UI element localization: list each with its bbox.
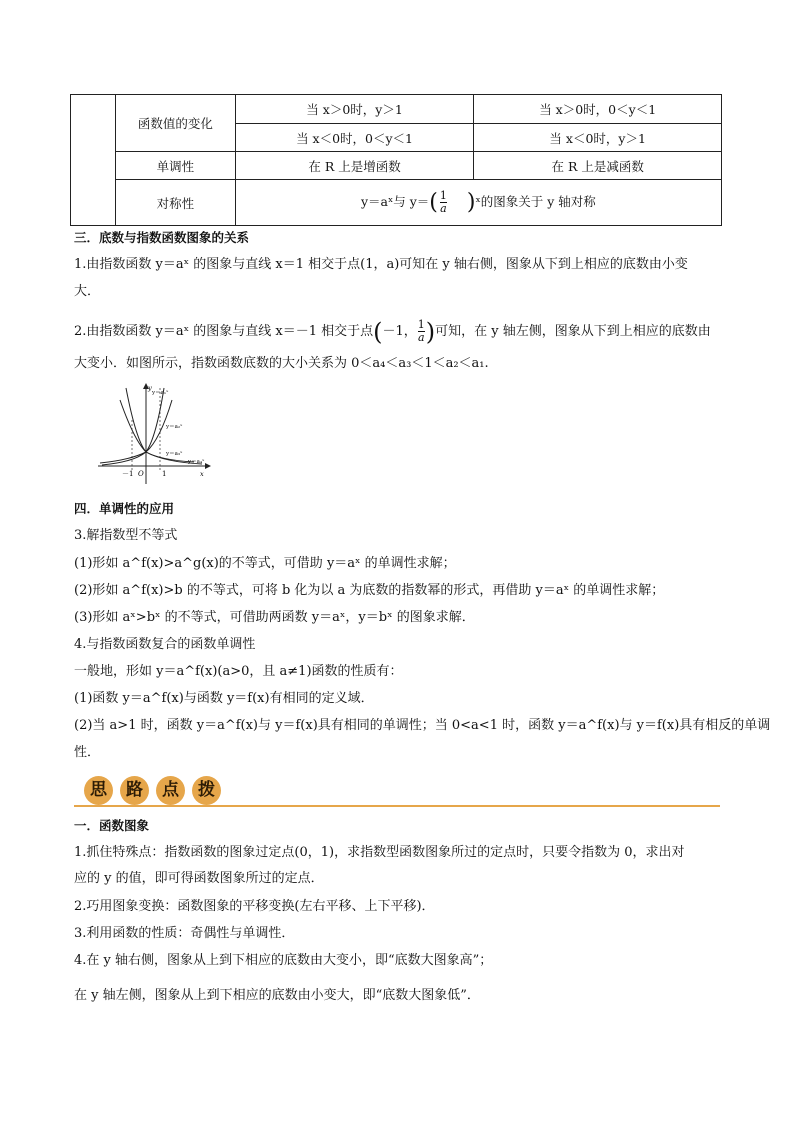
s3-p2-frac-den: a [418,331,425,344]
symmetry-label: 对称性 [115,180,235,226]
s3-p2-line1: 2.由指数函数 y＝aˣ 的图象与直线 x＝－1 相交于点(－1， $\frac{1}{a}$ )可知，在 y 轴左侧，图象从下到上相应的底数由 [74,317,711,346]
s4-s1: (1)形如 a^f(x)>a^g(x)的不等式，可借助 y＝aˣ 的单调性求解； [74,556,456,571]
value-change-label: 函数值的变化 [115,95,235,152]
s3-p2-pre: 2.由指数函数 y＝aˣ 的图象与直线 x＝－1 相交于点 [74,324,374,339]
s3-p2-point-x: －1， [382,324,417,339]
dec-value-negative: 当 x＜0时，y＞1 [474,124,722,152]
ideas-section-title: 一．函数图象 [74,818,150,833]
inc-value-positive: 当 x＞0时，y＞1 [235,95,474,124]
curve-a1 [102,388,164,465]
s4-g2-line1: (2)当 a>1 时，函数 y＝a^f(x)与 y＝f(x)具有相同的单调性；当 0<a<1 时，函数 y＝a^f(x)与 y＝f(x)具有相反的单调 [74,718,771,733]
s3-p2-frac-num: 1 [417,318,425,331]
s3-p1-line2: 大． [74,284,101,299]
ideas-p3: 3.利用函数的性质：奇偶性与单调性． [74,926,295,941]
ideas-p2: 2.巧用图象变换：函数图象的平移变换(左右平移、上下平移)． [74,899,435,914]
banner-char-2: 路 [120,776,149,805]
symmetry-statement: y＝aˣ与 y＝( $\frac{1}{a}$ )ˣ的图象关于 y 轴对称 [235,180,721,226]
symmetry-pre: y＝aˣ与 y＝ [360,194,430,209]
ideas-p1-line1: 1.抓住特殊点：指数函数的图象过定点(0，1)，求指数型函数图象所过的定点时，只要令指数为 0，求出对 [74,845,685,860]
monotonicity-increasing: 在 R 上是增函数 [235,152,474,180]
label-curve-a3: y＝a₃ˣ [166,451,183,457]
label-one: 1 [162,470,167,478]
banner-char-3: 点 [156,776,185,805]
properties-table [70,94,722,226]
monotonicity-label: 单调性 [115,152,235,180]
banner-underline [74,805,720,807]
inc-value-negative: 当 x＜0时，0＜y＜1 [235,124,474,152]
dec-value-positive: 当 x＞0时，0＜y＜1 [474,95,722,124]
s4-item4: 4.与指数函数复合的函数单调性 [74,637,256,652]
ideas-p1-line2: 应的 y 的值，即可得函数图象所过的定点． [74,871,324,886]
label-neg-one: －1 [122,470,134,478]
s3-p2-line2: 大变小．如图所示，指数函数底数的大小关系为 0＜a₄＜a₃＜1＜a₂＜a₁. [74,356,489,371]
label-y-axis: y [148,384,152,392]
symmetry-post: ˣ的图象关于 y 轴对称 [475,194,596,209]
s4-g1: (1)函数 y＝a^f(x)与函数 y＝f(x)有相同的定义域． [74,691,374,706]
empty-merged-cell [71,95,116,226]
s4-item3: 3.解指数型不等式 [74,528,178,543]
ideas-p5: 在 y 轴左侧，图象从上到下相应的底数由小变大，即“底数大图象低”． [74,988,480,1003]
curve-a4 [126,388,202,464]
label-curve-a1: y＝a₁ˣ [152,390,169,396]
label-x-axis: x [200,470,204,478]
s4-s3: (3)形如 aˣ>bˣ 的不等式，可借助两函数 y＝aˣ，y＝bˣ 的图象求解． [74,610,475,625]
s4-general: 一般地，形如 y＝a^f(x)(a>0，且 a≠1)函数的性质有： [74,664,403,679]
section-4-title: 四．单调性的应用 [74,501,175,516]
exponential-graph [94,380,216,488]
s4-g2-line2: 性． [74,745,101,760]
banner-char-1: 思 [84,776,113,805]
ideas-p4: 4.在 y 轴右侧，图象从上到下相应的底数由大变小，即“底数大图象高”； [74,953,493,968]
symmetry-frac-num: 1 [439,189,447,202]
s3-p2-post: 可知，在 y 轴左侧，图象从下到上相应的底数由 [435,324,711,339]
s4-s2: (2)形如 a^f(x)>b 的不等式，可将 b 化为以 a 为底数的指数幂的形式，再借助 y＝aˣ 的单调性求解； [74,583,665,598]
symmetry-frac-den: a [440,202,447,215]
banner-char-4: 拨 [192,776,221,805]
label-curve-a2: y＝a₂ˣ [166,424,183,430]
section-3-title: 三．底数与指数函数图象的关系 [74,230,250,245]
label-curve-a4: y＝a₄ˣ [188,459,205,465]
label-origin: O [138,470,144,478]
monotonicity-decreasing: 在 R 上是减函数 [474,152,722,180]
s3-p1-line1: 1.由指数函数 y＝aˣ 的图象与直线 x＝1 相交于点(1，a)可知在 y 轴右侧，图象从下到上相应的底数由小变 [74,257,688,272]
curve-a3 [120,400,194,462]
